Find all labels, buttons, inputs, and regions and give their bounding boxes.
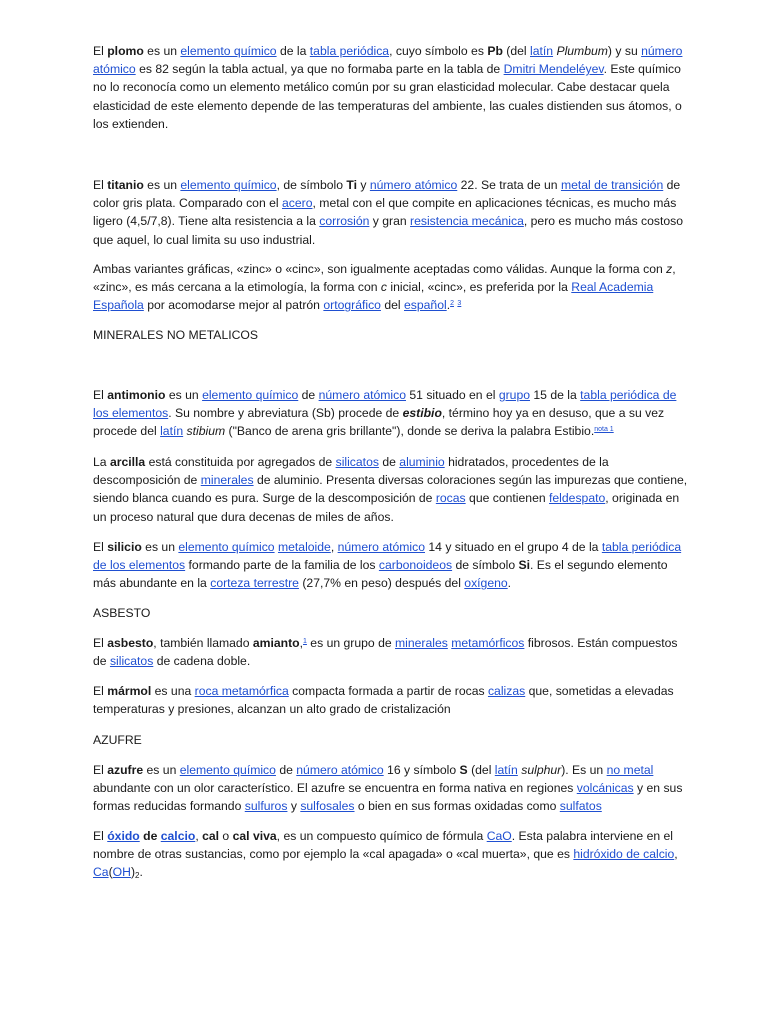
link-acero[interactable]: acero: [282, 196, 313, 211]
paragraph-zinc: [93, 260, 691, 315]
link-elemento-quimico[interactable]: elemento químico: [179, 763, 276, 777]
link-metal-de-transicion[interactable]: metal de transición: [560, 178, 664, 192]
link-corteza-terrestre[interactable]: corteza terrestre: [210, 576, 299, 591]
link-sulfuros[interactable]: sulfuros: [244, 799, 288, 814]
link-metamorficos[interactable]: metamórficos: [451, 636, 525, 650]
text: hidratados, procedentes de la descomposición de: [93, 455, 609, 488]
text: es un: [143, 178, 181, 192]
symbol-s: S: [459, 763, 468, 777]
latin-term: stibium: [186, 424, 226, 439]
text: (27,7% en peso) después del: [298, 576, 465, 591]
link-mendeleyev[interactable]: Dmitri Mendeléyev: [503, 62, 604, 77]
link-silicatos[interactable]: silicatos: [335, 455, 379, 469]
text: ,: [299, 636, 304, 650]
text: y gran: [369, 214, 411, 229]
text: ,: [674, 847, 678, 862]
link-cao[interactable]: CaO: [486, 829, 512, 843]
link-calizas[interactable]: calizas: [487, 684, 526, 698]
term-cal: cal: [202, 829, 220, 843]
paragraph-arcilla: [93, 453, 691, 526]
heading-asbesto: ASBESTO: [93, 606, 151, 620]
footnote-2[interactable]: 2: [450, 300, 454, 308]
link-feldespato[interactable]: feldespato: [549, 491, 606, 506]
link-numero-atomico[interactable]: número atómico: [318, 388, 406, 402]
term-plomo: plomo: [107, 44, 144, 58]
text: ,: [330, 540, 338, 554]
term-silicio: silicio: [107, 540, 142, 554]
term-amianto: amianto: [252, 636, 300, 650]
text: 51 situado en el: [406, 388, 499, 402]
text: .: [446, 298, 451, 313]
text: ("Banco de arena gris brillante"), donde se deriva la palabra Estibio.: [225, 424, 595, 439]
link-hidroxido-de-calcio[interactable]: hidróxido de calcio: [573, 847, 675, 862]
paragraph-marmol: [93, 682, 691, 718]
symbol-pb: Pb: [487, 44, 503, 58]
text: 22. Se trata de un: [457, 178, 561, 192]
text: Ambas variantes gráficas, «zinc» o «cinc», son igualmente aceptadas como válidas. Aunque la forma con: [93, 262, 667, 276]
link-latin[interactable]: latín: [160, 424, 184, 439]
link-aluminio[interactable]: aluminio: [399, 455, 445, 469]
text: (del: [502, 44, 530, 58]
text: del: [380, 298, 404, 313]
term-titanio: titanio: [107, 178, 144, 192]
text: , también llamado: [153, 636, 253, 650]
text: de: [298, 388, 319, 402]
symbol-si: Si: [518, 558, 530, 573]
paragraph-plomo: [93, 42, 691, 133]
term-antimonio: antimonio: [107, 388, 166, 402]
link-sulfosales[interactable]: sulfosales: [300, 799, 355, 814]
link-sulfatos[interactable]: sulfatos: [559, 799, 602, 814]
text: (del: [467, 763, 495, 777]
link-latin[interactable]: latín: [530, 44, 554, 58]
text: de color gris plata. Comparado con el: [93, 178, 681, 211]
text: es un grupo de: [306, 636, 396, 650]
text: ,: [195, 829, 203, 843]
footnote-nota-1[interactable]: nota 1: [594, 426, 614, 434]
link-corrosion[interactable]: corrosión: [319, 214, 370, 229]
text: de símbolo: [452, 558, 519, 573]
latin-term: Plumbum: [556, 44, 608, 58]
text: por acomodarse mejor al patrón: [143, 298, 324, 313]
term-azufre: azufre: [107, 763, 144, 777]
text: es un: [143, 44, 181, 58]
link-ca[interactable]: Ca: [93, 865, 109, 880]
link-latin[interactable]: latín: [494, 763, 518, 777]
text: de aluminio. Presenta diversas coloraciones según las impurezas que contiene, siendo blanca cuando es pura. Surge de la descomposición de: [93, 473, 688, 506]
text: es un: [143, 763, 180, 777]
latin-term: sulphur: [521, 763, 562, 777]
text: formando parte de la familia de los: [185, 558, 379, 573]
paragraph-asbesto: [93, 634, 691, 670]
link-ortografico[interactable]: ortográfico: [323, 298, 381, 313]
symbol-ti: Ti: [346, 178, 357, 192]
text: es 82 según la tabla actual, ya que no formaba parte en la tabla de: [135, 62, 504, 77]
link-numero-atomico[interactable]: número atómico: [337, 540, 425, 554]
link-carbonoideos[interactable]: carbonoideos: [378, 558, 453, 573]
text: .: [507, 576, 512, 591]
link-oh[interactable]: OH: [112, 865, 131, 880]
paragraph-silicio: [93, 538, 691, 593]
text: compacta formada a partir de rocas: [288, 684, 488, 698]
text: que contienen: [465, 491, 550, 506]
text: (: [108, 865, 113, 880]
text: o: [219, 829, 233, 843]
text: abundante con un olor característico. El azufre se encuentra en forma nativa en regiones: [93, 781, 577, 796]
text: El: [93, 829, 108, 843]
paragraph-azufre: [93, 761, 691, 816]
link-elemento-quimico[interactable]: elemento químico: [180, 178, 277, 192]
link-real-academia[interactable]: Real Academia Española: [93, 280, 654, 313]
link-resistencia-mecanica[interactable]: resistencia mecánica: [410, 214, 524, 229]
term-cal-viva: cal viva: [232, 829, 277, 843]
text: y: [287, 799, 301, 814]
text: está constituida por agregados de: [145, 455, 336, 469]
link-oxido[interactable]: óxido: [107, 829, 140, 843]
text: de: [378, 455, 400, 469]
text: ) y su: [607, 44, 642, 58]
text: , originada en un proceso natural que dura decenas de miles de años.: [93, 491, 680, 524]
term-arcilla: arcilla: [109, 455, 146, 469]
text: El: [93, 44, 108, 58]
text: inicial, «cinc», es preferida por la: [387, 280, 572, 295]
link-numero-atomico[interactable]: número atómico: [296, 763, 384, 777]
text: ): [130, 865, 135, 880]
text: . Es el segundo elemento más abundante en la: [93, 558, 668, 591]
text: 16 y símbolo: [383, 763, 460, 777]
text: , pero es mucho más costoso que aquel, lo cual limita su uso industrial.: [93, 214, 684, 247]
heading-azufre: AZUFRE: [93, 733, 142, 747]
paragraph-titanio: [93, 176, 691, 249]
text: es una: [151, 684, 195, 698]
link-rocas[interactable]: rocas: [435, 491, 466, 506]
text: El: [93, 763, 108, 777]
text: 14 y situado en el grupo 4 de la: [425, 540, 602, 554]
link-volcanicas[interactable]: volcánicas: [576, 781, 634, 796]
text: , de símbolo: [276, 178, 347, 192]
text: fibrosos. Están compuestos de: [93, 636, 678, 669]
link-roca-metamorfica[interactable]: roca metamórfica: [194, 684, 289, 698]
link-elemento-quimico[interactable]: elemento químico: [202, 388, 299, 402]
text: . Su nombre y abreviatura (Sb) procede de: [168, 406, 403, 421]
text: , «zinc», es más cercana a la etimología, la forma con: [93, 262, 676, 295]
link-tabla-periodica-elementos[interactable]: tabla periódica de los elementos: [93, 388, 677, 421]
text: o bien en sus formas oxidadas como: [354, 799, 560, 814]
text: .: [139, 865, 143, 880]
paragraph-antimonio: [93, 386, 691, 441]
text: , término hoy ya en desuso, que a su vez procede del: [93, 406, 665, 439]
link-elemento-quimico[interactable]: elemento químico: [178, 540, 275, 554]
subscript-2: 2: [135, 871, 140, 881]
term-estibio: estibio: [402, 406, 442, 421]
text: es un: [165, 388, 203, 402]
letter-z: z: [666, 262, 673, 276]
text: que, sometidas a elevadas temperaturas y presiones, alcanzan un alto grado de cristalización: [93, 684, 674, 717]
text: . Este químico no lo reconocía como un elemento metálico común por su gran elasticidad molecular. Cabe destacar quela elasticidad de este elemento depende de las temperaturas del ambiente, las cuales distienden sus átomos, o los extienden.: [93, 62, 682, 131]
text: El: [93, 178, 108, 192]
link-espanol[interactable]: español: [404, 298, 447, 313]
text: , metal con el que compite en aplicaciones técnicas, es mucho más ligero (4,5/7,8). Tiene alta resistencia a la: [93, 196, 677, 229]
link-numero-atomico[interactable]: número atómico: [369, 178, 458, 192]
link-minerales[interactable]: minerales: [200, 473, 254, 488]
term-asbesto: asbesto: [107, 636, 154, 650]
text: El: [93, 684, 108, 698]
text: 15 de la: [530, 388, 581, 402]
text: de cadena doble.: [153, 654, 251, 669]
heading-minerales-no-metalicos: MINERALES NO METALICOS: [93, 328, 259, 342]
link-minerales[interactable]: minerales: [395, 636, 448, 650]
text: . Esta palabra interviene en el nombre de otras sustancias, como por ejemplo la «cal apagada» o «cal muerta», que es: [93, 829, 673, 862]
text: El: [93, 540, 108, 554]
link-elemento-quimico[interactable]: elemento químico: [180, 44, 277, 58]
text: de: [275, 763, 297, 777]
link-tabla-periodica[interactable]: tabla periódica: [309, 44, 390, 58]
text: ). Es un: [561, 763, 607, 777]
text: El: [93, 388, 108, 402]
text: y en sus formas reducidas formando: [93, 781, 683, 814]
text: de la: [276, 44, 310, 58]
text: , cuyo símbolo es: [389, 44, 488, 58]
link-oxigeno[interactable]: oxígeno: [464, 576, 508, 591]
letter-c: c: [380, 280, 387, 295]
paragraph-oxido-de-calcio: [93, 827, 691, 882]
link-grupo[interactable]: grupo: [498, 388, 531, 402]
term-marmol: mármol: [107, 684, 152, 698]
text: y: [357, 178, 370, 192]
text: , es un compuesto químico de fórmula: [276, 829, 487, 843]
link-tabla-periodica-elementos[interactable]: tabla periódica de los elementos: [93, 540, 682, 573]
footnote-1[interactable]: 1: [303, 638, 307, 645]
link-numero-atomico[interactable]: número atómico: [93, 44, 683, 77]
link-no-metal[interactable]: no metal: [606, 763, 654, 777]
link-calcio[interactable]: calcio: [160, 829, 196, 843]
term-de: de: [143, 829, 158, 843]
link-metaloide[interactable]: metaloide: [277, 540, 331, 554]
link-silicatos[interactable]: silicatos: [109, 654, 154, 669]
text: El: [93, 636, 108, 650]
text: es un: [141, 540, 179, 554]
text: La: [93, 455, 110, 469]
footnote-3[interactable]: 3: [457, 300, 462, 308]
